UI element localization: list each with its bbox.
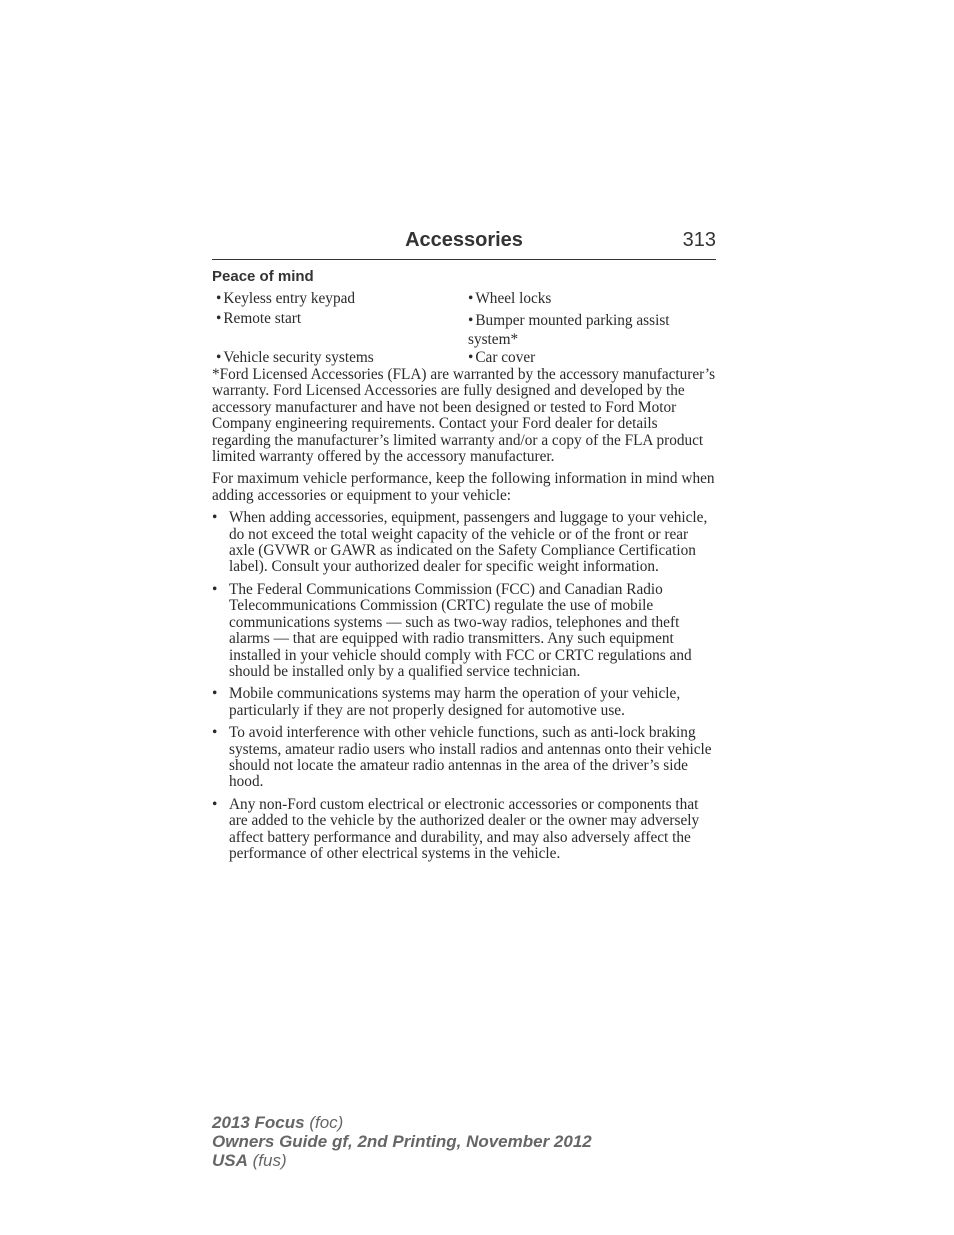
bullet: • bbox=[212, 509, 218, 527]
list-item-text: Any non-Ford custom electrical or electronic accessories or components that are added to the vehicle by the authorized dealer or the owner may adversely affect battery performance and durability, and may also adversely affect the performance of other electrical systems in the vehicle. bbox=[229, 795, 700, 862]
list-item bbox=[468, 291, 551, 307]
intro-paragraph: For maximum vehicle performance, keep the following information in mind when adding accessories or equipment to your vehicle: bbox=[212, 470, 715, 504]
accessory-list bbox=[212, 291, 716, 367]
footer-line-model: 2013 Focus (foc) bbox=[212, 1113, 344, 1132]
list-item bbox=[216, 350, 374, 366]
page-content bbox=[212, 229, 716, 868]
list-item bbox=[216, 311, 301, 327]
list-item-text: Mobile communications systems may harm the operation of your vehicle, particularly if they are not properly designed for automotive use. bbox=[229, 685, 681, 719]
fla-note: *Ford Licensed Accessories (FLA) are warranted by the accessory manufacturer’s warranty. Ford Licensed Accessories are fully designed and developed by the accessory manufacturer and have not been designed or tested to Ford Motor Company engineering requirements. Contact your Ford dealer for details regarding the manufacturer’s limited warranty and/or a copy of the FLA product limited warranty offered by the accessory manufacturer. bbox=[212, 366, 716, 466]
page-header bbox=[212, 229, 716, 260]
list-item bbox=[212, 686, 716, 719]
list-item bbox=[468, 311, 716, 349]
bullet: • bbox=[216, 310, 222, 327]
list-item-label: Bumper mounted parking assist system* bbox=[468, 312, 670, 348]
section-heading: Peace of mind bbox=[212, 268, 314, 285]
list-item-text: The Federal Communications Commission (FCC) and Canadian Radio Telecommunications Commission (CRTC) regulate the use of mobile communications systems — such as two-way radios, telephones and theft alarms — that are equipped with radio transmitters. Any such equipment installed in your vehicle should comply with FCC or CRTC regulations and should be installed only by a qualified service technician. bbox=[229, 580, 692, 680]
list-item-text: To avoid interference with other vehicle functions, such as anti-lock braking systems, amateur radio users who install radios and antennas onto their vehicle should not locate the amateur radio antennas in the area of the driver’s side hood. bbox=[229, 724, 712, 791]
bullet: • bbox=[212, 580, 218, 598]
list-item-label: Keyless entry keypad bbox=[223, 290, 356, 307]
list-item bbox=[212, 510, 716, 576]
list-item bbox=[468, 350, 535, 366]
footer-line-edition: Owners Guide gf, 2nd Printing, November 2012 bbox=[212, 1132, 592, 1151]
footer-line-market: USA (fus) bbox=[212, 1151, 287, 1170]
bullet: • bbox=[212, 724, 218, 742]
bullet: • bbox=[468, 312, 474, 329]
bullet: • bbox=[212, 795, 218, 813]
list-item bbox=[212, 797, 716, 863]
bullet: • bbox=[468, 290, 474, 307]
list-item bbox=[212, 582, 716, 680]
list-item-label: Car cover bbox=[475, 349, 536, 366]
list-item bbox=[212, 725, 716, 791]
list-item-label: Remote start bbox=[223, 310, 302, 327]
chapter-title: Accessories bbox=[405, 229, 523, 251]
bullet: • bbox=[216, 290, 222, 307]
page-number: 313 bbox=[682, 229, 716, 251]
bullet: • bbox=[216, 349, 222, 366]
page-footer bbox=[212, 1113, 592, 1170]
bullet: • bbox=[212, 685, 218, 703]
bullet: • bbox=[468, 349, 474, 366]
list-item-label: Vehicle security systems bbox=[223, 349, 374, 366]
list-item-text: When adding accessories, equipment, passengers and luggage to your vehicle, do not exceed the total weight capacity of the vehicle or of the front or rear axle (GVWR or GAWR as indicated on the Safety Compliance Certification label). Consult your authorized dealer for specific weight information. bbox=[229, 509, 708, 576]
guidelines-list bbox=[212, 510, 716, 862]
list-item-label: Wheel locks bbox=[475, 290, 552, 307]
list-item bbox=[216, 291, 355, 307]
